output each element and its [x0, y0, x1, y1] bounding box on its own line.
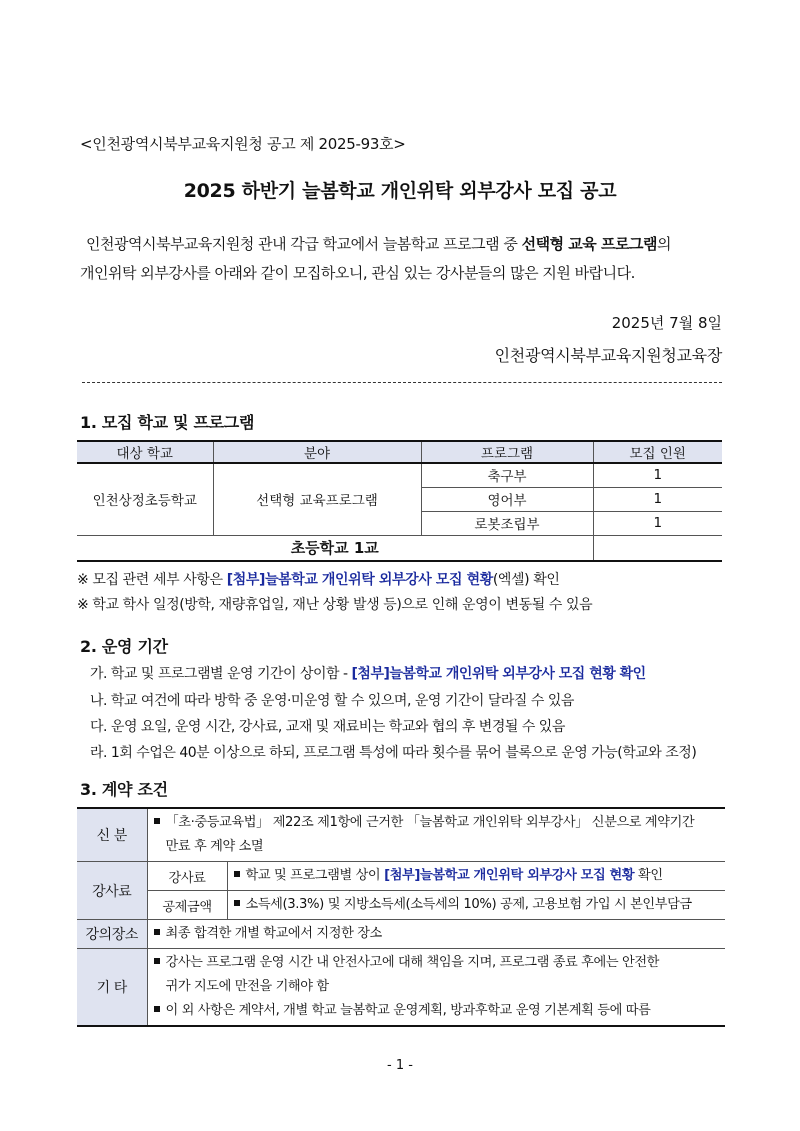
bullet-icon: [154, 1006, 160, 1012]
deduction-text: 소득세(3.3%) 및 지방소득세(소득세의 10%) 공제, 고용보험 가입 시 본인부담금: [245, 897, 692, 912]
notice-number: <인천광역시북부교육지원청 공고 제 2025-93호>: [80, 135, 406, 153]
cell-count: 1: [593, 487, 722, 511]
cell-count: 1: [593, 511, 722, 535]
note-1-pre: ※ 모집 관련 세부 사항은: [77, 572, 227, 588]
col-header-count: 모집 인원: [593, 441, 722, 463]
table-row: [77, 949, 725, 1027]
intro-line-2: 개인위탁 외부강사를 아래와 같이 모집하오니, 관심 있는 강사분들의 많은 지원 바랍니다.: [80, 264, 635, 282]
cell-program: 로봇조립부: [421, 511, 593, 535]
note-1: [77, 569, 560, 589]
etc-line-1: 강사는 프로그램 운영 시간 내 안전사고에 대해 책임을 지며, 프로그램 종료 후에는 안전한: [165, 955, 660, 970]
intro-paragraph: [80, 230, 725, 288]
divider: [82, 382, 722, 383]
issuer: 인천광역시북부교육지원청교육장: [494, 346, 722, 365]
cell-total: 초등학교 1교: [77, 535, 593, 561]
section-3-heading: 3. 계약 조건: [80, 780, 168, 799]
page-number: - 1 -: [387, 1058, 413, 1073]
col-header-field: 분야: [213, 441, 421, 463]
cell-total-count: [593, 535, 722, 561]
intro-bold-text: 선택형 교육 프로그램: [521, 235, 657, 253]
cell-program: 영어부: [421, 487, 593, 511]
note-1-post: (엑셀) 확인: [492, 572, 560, 588]
etc-line-3: 이 외 사항은 계약서, 개별 학교 늘봄학교 운영계획, 방과후학교 운영 기본계획 등에 따름: [165, 1003, 651, 1018]
section-1-heading: 1. 모집 학교 및 프로그램: [80, 413, 255, 432]
section-2-heading: 2. 운영 기간: [80, 637, 168, 656]
table-row: [77, 891, 725, 920]
intro-text-1: 인천광역시북부교육지원청 관내 각급 학교에서 늘봄학교 프로그램 중: [86, 235, 522, 253]
table-header-row: [77, 441, 722, 463]
fee-text-post: 확인: [634, 868, 663, 883]
cell-fee: [227, 862, 725, 891]
cell-school: 인천상정초등학교: [77, 463, 213, 535]
list-item: 나. 학교 여건에 따라 방학 중 운영·미운영 할 수 있으며, 운영 기간이 달라질 수 있음: [90, 693, 574, 709]
intro-text-2: 의: [656, 235, 671, 253]
cell-field: 선택형 교육프로그램: [213, 463, 421, 535]
cell-program: 축구부: [421, 463, 593, 487]
bullet-icon: [154, 818, 160, 824]
cell-place: [147, 920, 725, 949]
table-row: [77, 920, 725, 949]
table-total-row: [77, 535, 722, 561]
cell-deduction: [227, 891, 725, 920]
label-status: 신 분: [77, 808, 147, 862]
list-item: 다. 운영 요일, 운영 시간, 강사료, 교재 및 재료비는 학교와 협의 후 변경될 수 있음: [90, 719, 565, 735]
cell-count: 1: [593, 463, 722, 487]
attachment-link[interactable]: [첨부]늘봄학교 개인위탁 외부강사 모집 현황: [226, 572, 493, 588]
label-fee-sub-1: 강사료: [147, 862, 227, 891]
place-text: 최종 합격한 개별 학교에서 지정한 장소: [165, 926, 382, 941]
table-row: [77, 862, 725, 891]
col-header-school: 대상 학교: [77, 441, 213, 463]
table-row: [77, 808, 725, 862]
contract-table: [77, 807, 725, 1027]
attachment-link[interactable]: [첨부]늘봄학교 개인위탁 외부강사 모집 현황 확인: [351, 666, 646, 682]
bullet-icon: [154, 958, 160, 964]
status-line-2: 만료 후 계약 소멸: [165, 839, 264, 854]
fee-text-pre: 학교 및 프로그램별 상이: [245, 868, 385, 883]
list-item: [90, 663, 646, 683]
etc-line-2: 귀가 지도에 만전을 기해야 함: [165, 979, 329, 994]
table-row: [77, 463, 722, 487]
status-line-1: 「초·중등교육법」 제22조 제1항에 근거한 「늘봄학교 개인위탁 외부강사」 신분으로 계약기간: [165, 815, 695, 830]
bullet-icon: [234, 900, 240, 906]
list-item: 라. 1회 수업은 40분 이상으로 하되, 프로그램 특성에 따라 횟수를 묶어 블록으로 운영 가능(학교와 조정): [90, 745, 697, 761]
col-header-program: 프로그램: [421, 441, 593, 463]
cell-status: [147, 808, 725, 862]
note-2: ※ 학교 학사 일정(방학, 재량휴업일, 재난 상황 발생 등)으로 인해 운영이 변동될 수 있음: [77, 597, 593, 613]
page-title: 2025 하반기 늘봄학교 개인위탁 외부강사 모집 공고: [183, 180, 617, 202]
item-1-text: 가. 학교 및 프로그램별 운영 기간이 상이함 -: [90, 666, 352, 682]
attachment-link[interactable]: [첨부]늘봄학교 개인위탁 외부강사 모집 현황: [384, 868, 635, 883]
cell-etc: [147, 949, 725, 1027]
notice-date: 2025년 7월 8일: [611, 314, 722, 332]
label-fee: 강사료: [77, 862, 147, 920]
label-etc: 기 타: [77, 949, 147, 1027]
bullet-icon: [154, 929, 160, 935]
label-place: 강의장소: [77, 920, 147, 949]
recruitment-table: [77, 440, 722, 562]
label-fee-sub-2: 공제금액: [147, 891, 227, 920]
bullet-icon: [234, 871, 240, 877]
